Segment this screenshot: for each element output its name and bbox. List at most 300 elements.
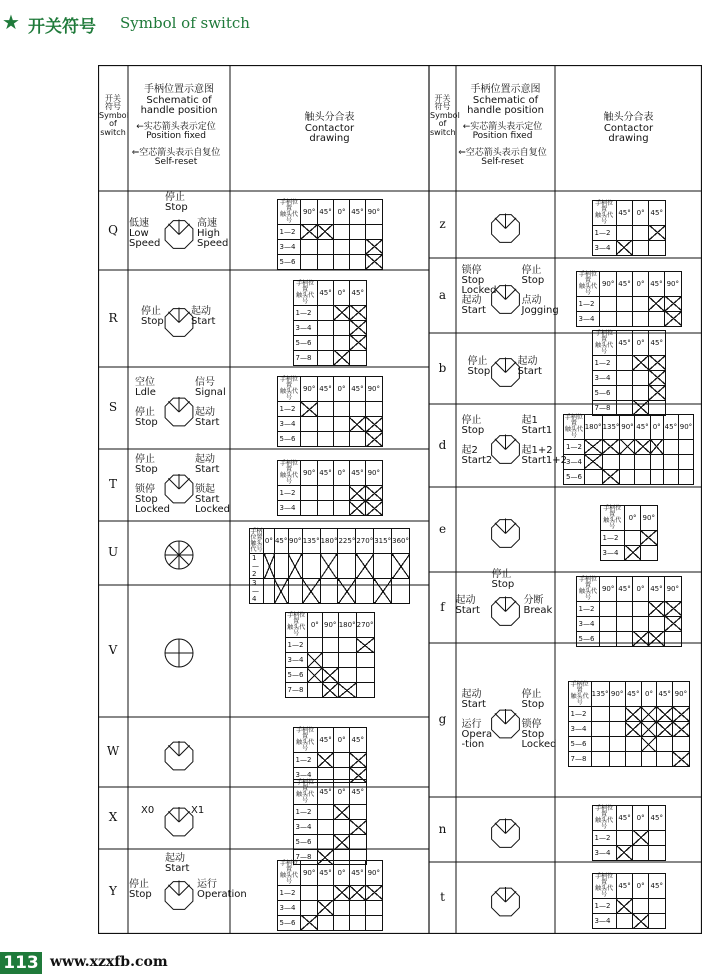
contact-open-cell	[663, 469, 678, 484]
contact-open-cell	[633, 240, 649, 255]
contact-closed-mark	[317, 753, 333, 768]
angle-header: 45°	[625, 682, 641, 707]
angle-header: 0°	[334, 280, 350, 305]
contact-open-cell	[307, 683, 322, 698]
star-icon: ★	[2, 10, 20, 34]
contact-closed-mark	[302, 579, 320, 604]
contact-closed-mark	[317, 224, 333, 239]
contact-closed-mark	[274, 579, 288, 604]
diagram-label: 高速 High Speed	[197, 217, 229, 249]
contact-closed-mark	[635, 439, 650, 454]
switch-symbol: t	[440, 890, 445, 904]
contact-open-cell	[625, 737, 641, 752]
contact-open-cell	[633, 616, 649, 631]
contact-pair-label: 3—4	[576, 311, 600, 326]
contact-open-cell	[317, 305, 333, 320]
contact-pair-label: 3—4	[285, 653, 307, 668]
contact-closed-mark	[649, 355, 665, 370]
switch-symbol: X	[108, 810, 118, 824]
angle-header: 90°	[288, 529, 302, 554]
angle-header: 135°	[602, 414, 620, 439]
contact-closed-mark	[616, 845, 632, 860]
angle-header: 45°	[649, 805, 665, 830]
angle-header: 45°	[648, 576, 664, 601]
contact-closed-mark	[350, 753, 366, 768]
angle-header: 45°	[349, 199, 365, 224]
contact-pair-label: 1—2	[293, 305, 317, 320]
contact-closed-mark	[648, 296, 664, 311]
contactor-table	[285, 612, 375, 698]
contact-closed-mark	[584, 454, 602, 469]
contact-open-cell	[616, 616, 632, 631]
angle-header: 90°	[678, 414, 693, 439]
contact-open-cell	[350, 835, 366, 850]
diagram-label: 信号 Signal	[195, 377, 226, 398]
angle-header: 90°	[366, 860, 382, 885]
diagram-label: 起动 Start	[455, 594, 480, 616]
angle-header: 45°	[317, 377, 333, 402]
contact-pair-label: 3—4	[277, 417, 301, 432]
contact-closed-mark	[641, 737, 656, 752]
contact-open-cell	[350, 805, 366, 820]
switch-symbol: b	[438, 360, 447, 375]
contact-pair-label: 7—8	[568, 752, 591, 767]
contact-open-cell	[591, 722, 609, 737]
angle-header: 90°	[366, 377, 382, 402]
header-title-cn: 开关符号	[28, 17, 96, 37]
contact-open-cell	[317, 885, 333, 900]
switch-symbol: W	[106, 744, 120, 758]
contact-closed-mark	[649, 370, 665, 385]
col-header-fixed-left: ←实芯箭头表示定位 Position fixed	[136, 122, 216, 142]
contact-closed-mark	[633, 631, 649, 646]
angle-header: 0°	[633, 576, 649, 601]
contact-closed-mark	[625, 545, 641, 560]
contact-open-cell	[616, 830, 632, 845]
contact-open-cell	[633, 225, 649, 240]
contact-open-cell	[334, 254, 350, 269]
contact-open-cell	[616, 296, 632, 311]
angle-header: 0°	[625, 505, 641, 530]
contact-closed-mark	[356, 554, 374, 579]
contact-open-cell	[349, 402, 365, 417]
contact-pair-label: 3—4	[592, 845, 616, 860]
contact-pair-label: 3—4	[277, 501, 301, 516]
contactor-table	[592, 873, 666, 929]
contact-open-cell	[366, 402, 382, 417]
page-header	[0, 0, 710, 40]
contact-open-cell	[334, 501, 350, 516]
col-header-schematic-right: 手柄位置示意图 Schematic of handle position	[467, 84, 544, 116]
contact-closed-mark	[334, 305, 350, 320]
contact-open-cell	[317, 239, 333, 254]
contact-pair-label: 1—2	[277, 224, 301, 239]
contact-closed-mark	[673, 722, 689, 737]
switch-symbol: d	[438, 437, 447, 452]
angle-header: 45°	[649, 874, 665, 899]
diagram-label: 停止 Stop	[461, 414, 485, 436]
contact-open-cell	[274, 554, 288, 579]
diagram-label: 停止 Stop	[467, 355, 491, 377]
angle-header: 45°	[350, 728, 366, 753]
corner-cell: 手柄位置 触头代号	[293, 780, 317, 805]
angle-header: 270°	[356, 529, 374, 554]
contact-open-cell	[649, 830, 665, 845]
contact-pair-label: 1—2	[250, 554, 264, 579]
diagram-label: 运行 Operation	[197, 878, 247, 900]
contact-closed-mark	[641, 722, 656, 737]
contact-open-cell	[334, 753, 350, 768]
col-header-reset-left: ⇐空芯箭头表示自复位 Self-reset	[131, 148, 221, 168]
contact-open-cell	[609, 707, 625, 722]
contact-closed-mark	[392, 554, 410, 579]
angle-header: 135°	[302, 529, 320, 554]
col-header-contactor-right: 触头分合表 Contactor drawing	[603, 112, 654, 144]
contact-open-cell	[609, 737, 625, 752]
contact-open-cell	[616, 311, 632, 326]
contact-open-cell	[317, 402, 333, 417]
contactor-table	[293, 779, 367, 865]
contact-closed-mark	[657, 707, 673, 722]
contact-open-cell	[620, 469, 635, 484]
contact-closed-mark	[665, 296, 681, 311]
angle-header: 45°	[317, 728, 333, 753]
contact-closed-mark	[334, 835, 350, 850]
angle-header: 45°	[616, 330, 632, 355]
diagram-label: 停止 Stop	[129, 878, 152, 900]
diagram-label: 锁起 Start Locked	[195, 484, 230, 515]
contact-open-cell	[338, 554, 356, 579]
contact-open-cell	[301, 417, 317, 432]
contact-pair-label: 3—4	[592, 240, 616, 255]
contact-open-cell	[334, 417, 350, 432]
contact-open-cell	[609, 752, 625, 767]
contact-open-cell	[633, 601, 649, 616]
angle-header: 45°	[663, 414, 678, 439]
contact-open-cell	[334, 224, 350, 239]
contact-pair-label: 1—2	[568, 707, 591, 722]
contact-open-cell	[633, 311, 649, 326]
angle-header: 90°	[609, 682, 625, 707]
contact-open-cell	[392, 579, 410, 604]
contact-open-cell	[334, 335, 350, 350]
contact-open-cell	[648, 311, 664, 326]
angle-header: 0°	[334, 461, 350, 486]
angle-header: 90°	[600, 576, 616, 601]
angle-header: 360°	[392, 529, 410, 554]
diagram-label: 低速 Low Speed	[129, 217, 161, 249]
angle-header: 45°	[635, 414, 650, 439]
contact-closed-mark	[320, 554, 338, 579]
contact-open-cell	[649, 914, 665, 929]
contact-open-cell	[678, 454, 693, 469]
contact-open-cell	[600, 616, 616, 631]
contactor-table	[563, 414, 694, 485]
contact-open-cell	[356, 653, 374, 668]
contactor-table	[592, 805, 666, 861]
contact-open-cell	[620, 454, 635, 469]
contact-open-cell	[317, 805, 333, 820]
diagram-label: 起动 Start	[517, 355, 542, 377]
angle-header: 45°	[350, 780, 366, 805]
contact-open-cell	[334, 432, 350, 447]
contact-open-cell	[356, 683, 374, 698]
contact-pair-label: 1—2	[592, 225, 616, 240]
contact-closed-mark	[288, 554, 302, 579]
contact-closed-mark	[334, 885, 350, 900]
angle-header: 0°	[633, 874, 649, 899]
contact-pair-label: 3—4	[592, 370, 616, 385]
col-header-schematic-left: 手柄位置示意图 Schematic of handle position	[140, 84, 218, 116]
contact-pair-label: 3—4	[293, 320, 317, 335]
contact-pair-label: 1—2	[600, 530, 625, 545]
angle-header: 90°	[301, 377, 317, 402]
contact-open-cell	[349, 224, 365, 239]
contact-open-cell	[591, 752, 609, 767]
contact-open-cell	[584, 469, 602, 484]
diagram-label: 停止 Stop	[135, 454, 158, 475]
switch-symbol: g	[438, 712, 447, 726]
corner-cell: 手柄位置 触头代号	[576, 576, 600, 601]
contact-open-cell	[602, 454, 620, 469]
contact-closed-mark	[649, 225, 665, 240]
col-header-contactor-left: 触头分合表 Contactor drawing	[304, 112, 355, 144]
contact-closed-mark	[349, 501, 365, 516]
angle-header: 0°	[264, 529, 275, 554]
contact-open-cell	[633, 899, 649, 914]
contact-open-cell	[301, 486, 317, 501]
contact-pair-label: 1—2	[277, 885, 301, 900]
contact-open-cell	[338, 638, 356, 653]
contact-closed-mark	[322, 683, 338, 698]
contact-open-cell	[317, 432, 333, 447]
footer-url: www.xzxfb.com	[50, 954, 168, 970]
switch-symbol: f	[440, 599, 445, 614]
switch-symbol-table	[98, 65, 702, 934]
contact-open-cell	[650, 469, 663, 484]
contact-open-cell	[317, 915, 333, 930]
angle-header: 0°	[633, 805, 649, 830]
angle-header: 0°	[650, 414, 663, 439]
contact-open-cell	[366, 915, 382, 930]
contact-open-cell	[288, 579, 302, 604]
contact-closed-mark	[625, 722, 641, 737]
angle-header: 0°	[334, 860, 350, 885]
angle-header: 45°	[349, 461, 365, 486]
angle-header: 90°	[366, 199, 382, 224]
diagram-label: 锁停 Stop Locked	[135, 484, 170, 515]
angle-header: 90°	[301, 461, 317, 486]
contact-open-cell	[349, 239, 365, 254]
angle-header: 90°	[640, 505, 657, 530]
diagram-label: 起动 Start	[191, 305, 216, 327]
angle-header: 45°	[317, 860, 333, 885]
contact-open-cell	[591, 707, 609, 722]
angle-header: 45°	[349, 377, 365, 402]
angle-header: 0°	[334, 780, 350, 805]
page-number: 113	[0, 952, 42, 974]
contact-open-cell	[374, 554, 392, 579]
angle-header: 0°	[641, 682, 656, 707]
angle-header: 45°	[616, 200, 632, 225]
diagram-label: X0	[141, 805, 155, 816]
contact-closed-mark	[366, 486, 382, 501]
corner-cell: 手柄位置 触头代号	[277, 199, 301, 224]
contact-open-cell	[600, 296, 616, 311]
contact-closed-mark	[301, 224, 317, 239]
contact-closed-mark	[338, 579, 356, 604]
corner-cell: 手柄位置 触头代号	[293, 728, 317, 753]
contact-pair-label: 5—6	[293, 835, 317, 850]
switch-symbol: R	[108, 310, 118, 325]
col-header-reset-right: ⇐空芯箭头表示自复位 Self-reset	[458, 148, 547, 168]
switch-symbol: a	[438, 287, 447, 302]
angle-header: 180°	[584, 414, 602, 439]
contact-pair-label: 7—8	[285, 683, 307, 698]
contact-pair-label: 1—2	[592, 899, 616, 914]
contact-closed-mark	[334, 805, 350, 820]
angle-header: 45°	[317, 199, 333, 224]
contact-open-cell	[600, 631, 616, 646]
contactor-table	[293, 280, 367, 366]
diagram-label: X1	[191, 805, 205, 816]
contact-open-cell	[657, 737, 673, 752]
diagram-label: 运行 Opera -tion	[461, 719, 493, 750]
angle-header: 45°	[350, 280, 366, 305]
contact-open-cell	[350, 350, 366, 365]
contact-open-cell	[678, 439, 693, 454]
diagram-label: 分断 Break	[523, 594, 553, 616]
contact-open-cell	[334, 486, 350, 501]
contact-closed-mark	[301, 915, 317, 930]
contact-pair-label: 1—2	[592, 355, 616, 370]
contact-open-cell	[673, 737, 689, 752]
contactor-table	[277, 376, 383, 447]
diagram-label: 起动 Start	[461, 689, 486, 710]
switch-symbol: Q	[108, 222, 118, 237]
contact-closed-mark	[301, 402, 317, 417]
contact-open-cell	[338, 668, 356, 683]
angle-header: 180°	[320, 529, 338, 554]
contact-open-cell	[317, 417, 333, 432]
contact-closed-mark	[366, 239, 382, 254]
contact-pair-label: 3—4	[293, 820, 317, 835]
contact-open-cell	[616, 914, 632, 929]
corner-cell: 手柄位置 触头代号	[592, 330, 616, 355]
contact-open-cell	[317, 835, 333, 850]
contact-open-cell	[301, 432, 317, 447]
contactor-table	[592, 200, 666, 256]
switch-symbol: S	[108, 400, 118, 414]
contact-open-cell	[317, 254, 333, 269]
contact-open-cell	[665, 631, 681, 646]
diagram-label: 起动 Start	[195, 407, 220, 428]
diagram-label: 起动 Start	[195, 454, 220, 475]
diagram-label: 起1 Start1	[521, 414, 553, 436]
contact-closed-mark	[633, 355, 649, 370]
diagram-label: 起1+2 Start1+2	[521, 444, 568, 466]
contact-pair-label: 7—8	[293, 350, 317, 365]
col-header-fixed-right: ←实芯箭头表示定位 Position fixed	[462, 122, 543, 142]
contact-open-cell	[609, 722, 625, 737]
corner-cell: 手柄位置 触头代号	[277, 860, 301, 885]
angle-header: 45°	[317, 461, 333, 486]
contactor-table	[592, 330, 666, 416]
switch-symbol: z	[439, 216, 446, 231]
contact-open-cell	[600, 601, 616, 616]
contact-open-cell	[317, 501, 333, 516]
contact-open-cell	[349, 254, 365, 269]
contact-closed-mark	[366, 254, 382, 269]
contact-closed-mark	[349, 486, 365, 501]
contact-pair-label: 1—2	[576, 296, 600, 311]
contact-open-cell	[317, 320, 333, 335]
contact-open-cell	[649, 845, 665, 860]
contact-pair-label: 1—2	[293, 805, 317, 820]
switch-symbol: Y	[109, 883, 117, 898]
corner-cell: 手柄位置 触头代号	[285, 613, 307, 638]
corner-cell: 手柄位置 触头代号	[564, 413, 583, 439]
corner-cell: 手柄位置 触头代号	[592, 200, 616, 225]
switch-symbol: n	[438, 821, 447, 836]
contact-open-cell	[649, 240, 665, 255]
contact-open-cell	[301, 501, 317, 516]
contact-open-cell	[334, 239, 350, 254]
contact-pair-label: 5—6	[592, 385, 616, 400]
angle-header: 90°	[665, 576, 681, 601]
angle-header: 45°	[349, 860, 365, 885]
contact-closed-mark	[616, 899, 632, 914]
contact-open-cell	[633, 370, 649, 385]
contact-pair-label: 5—6	[277, 432, 301, 447]
diagram-label: 停止 Stop	[521, 264, 545, 286]
angle-header: 45°	[616, 271, 632, 296]
corner-cell: 手柄位置 触头代号	[293, 280, 317, 305]
contact-pair-label: 5—6	[285, 668, 307, 683]
contact-open-cell	[616, 601, 632, 616]
contact-pair-label: 1—2	[564, 439, 585, 454]
col-header-symbol-right: 开关 符号 Symbol of switch	[430, 94, 460, 137]
header-title-en: Symbol of switch	[120, 14, 250, 32]
contactor-table	[576, 576, 682, 647]
contact-closed-mark	[307, 653, 322, 668]
angle-header: 0°	[633, 330, 649, 355]
contact-closed-mark	[350, 820, 366, 835]
angle-header: 90°	[301, 860, 317, 885]
contact-open-cell	[616, 355, 632, 370]
contact-open-cell	[648, 616, 664, 631]
contact-closed-mark	[673, 752, 689, 767]
contact-pair-label: 1—2	[277, 486, 301, 501]
contact-closed-mark	[665, 616, 681, 631]
contact-pair-label: 5—6	[564, 469, 585, 484]
contact-open-cell	[649, 899, 665, 914]
corner-cell: 手柄位置 触头代号	[250, 528, 263, 553]
contact-pair-label: 3—4	[277, 900, 301, 915]
contact-closed-mark	[633, 914, 649, 929]
contact-closed-mark	[338, 683, 356, 698]
contact-open-cell	[317, 820, 333, 835]
angle-header: 90°	[322, 613, 338, 638]
contact-open-cell	[633, 845, 649, 860]
contact-open-cell	[317, 486, 333, 501]
angle-header: 45°	[317, 780, 333, 805]
contact-open-cell	[264, 579, 275, 604]
contact-pair-label: 5—6	[293, 335, 317, 350]
contact-open-cell	[663, 439, 678, 454]
contact-closed-mark	[317, 900, 333, 915]
contact-pair-label: 1—2	[293, 753, 317, 768]
